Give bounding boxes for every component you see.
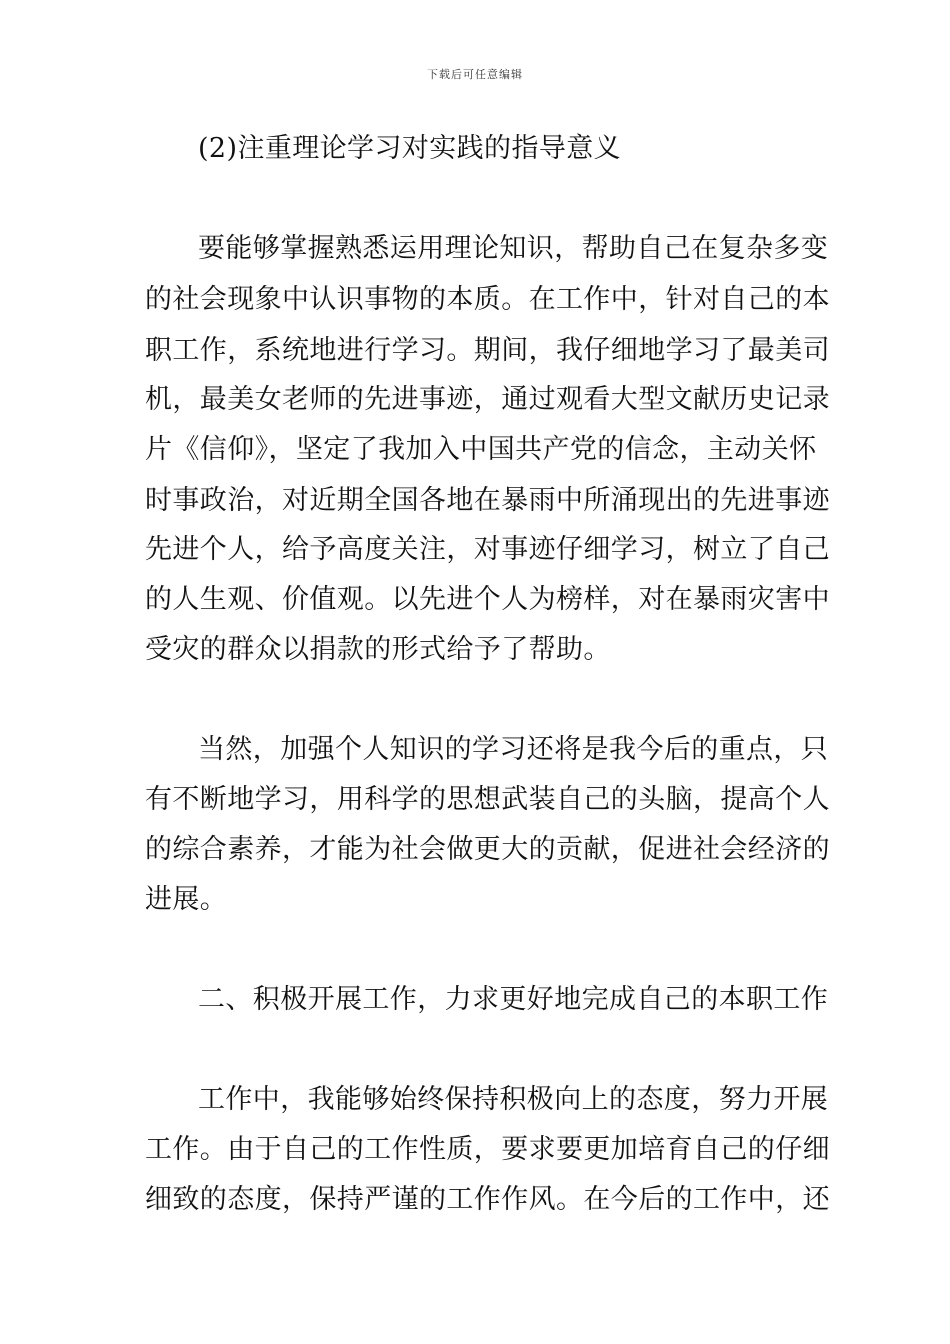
paragraph-line: 时事政治，对近期全国各地在暴雨中所涌现出的先进事迹 — [145, 485, 830, 516]
paragraph-line: 有不断地学习，用科学的思想武装自己的头脑，提高个人 — [145, 784, 830, 815]
paragraph-line: 当然，加强个人知识的学习还将是我今后的重点，只 — [198, 734, 829, 765]
section-heading: 二、积极开展工作，力求更好地完成自己的本职工作 — [198, 984, 829, 1015]
paragraph-line: 的综合素养，才能为社会做更大的贡献，促进社会经济的 — [145, 834, 830, 865]
paragraph-line: 进展。 — [145, 884, 228, 915]
paragraph-line: 工作中，我能够始终保持积极向上的态度，努力开展 — [198, 1084, 829, 1115]
paragraph-line: 细致的态度，保持严谨的工作作风。在今后的工作中，还 — [145, 1184, 830, 1215]
paragraph-line: 受灾的群众以捐款的形式给予了帮助。 — [145, 634, 611, 665]
paragraph-line: 的人生观、价值观。以先进个人为榜样，对在暴雨灾害中 — [145, 584, 830, 615]
paragraph-line: 机，最美女老师的先进事迹，通过观看大型文献历史记录 — [145, 384, 830, 415]
paragraph-line: 职工作，系统地进行学习。期间，我仔细地学习了最美司 — [145, 335, 830, 366]
paragraph-line: 工作。由于自己的工作性质，要求要更加培育自己的仔细 — [145, 1134, 830, 1165]
section-subtitle: (2)注重理论学习对实践的指导意义 — [198, 133, 622, 164]
page-header: 下载后可任意编辑 — [427, 68, 523, 81]
paragraph-line: 片《信仰》，坚定了我加入中国共产党的信念，主动关怀 — [145, 434, 817, 465]
paragraph-line: 先进个人，给予高度关注，对事迹仔细学习，树立了自己 — [145, 534, 830, 565]
paragraph-line: 的社会现象中认识事物的本质。在工作中，针对自己的本 — [145, 284, 830, 315]
paragraph-line: 要能够掌握熟悉运用理论知识，帮助自己在复杂多变 — [198, 233, 829, 264]
